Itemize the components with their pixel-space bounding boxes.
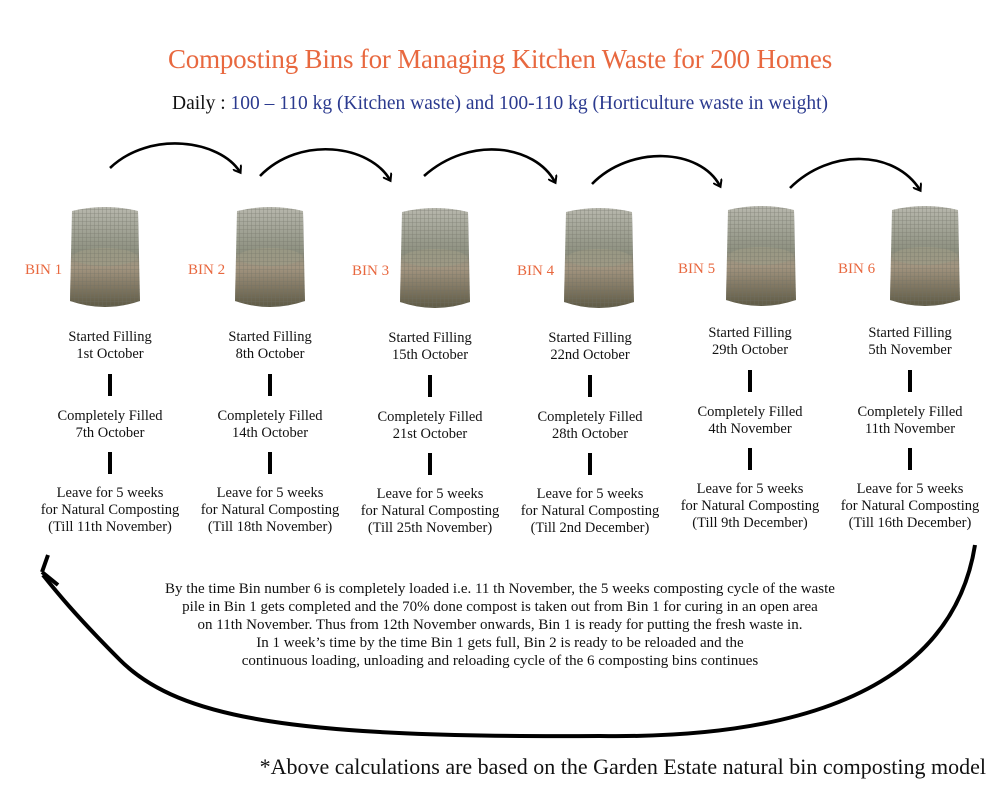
started-date: 5th November: [868, 342, 952, 358]
leave-to-compost: [185, 485, 355, 536]
started-label: Started Filling: [548, 330, 632, 346]
started-label: Started Filling: [868, 325, 952, 341]
timeline-connector: [108, 452, 112, 474]
started-filling: [25, 329, 195, 363]
filled-date: 21st October: [392, 426, 468, 442]
arrow-bin2-to-bin3: [260, 149, 390, 180]
leave-line: Leave for 5 weeks: [216, 485, 324, 501]
started-date: 15th October: [391, 347, 469, 363]
bin-label: BIN 2: [188, 262, 226, 278]
leave-line: for Natural Composting: [200, 502, 340, 518]
leave-to-compost: [505, 486, 675, 537]
timeline-connector: [108, 374, 112, 396]
filled-label: Completely Filled: [537, 409, 643, 425]
arrow-bin4-to-bin5: [592, 156, 720, 186]
timeline-connector: [588, 375, 592, 397]
timeline-connector: [268, 452, 272, 474]
completely-filled: [665, 404, 835, 438]
leave-to-compost: [825, 481, 995, 532]
leave-line: for Natural Composting: [680, 498, 820, 514]
filled-label: Completely Filled: [57, 408, 163, 424]
started-date: 22nd October: [550, 347, 630, 363]
filled-date: 4th November: [708, 421, 792, 437]
started-filling: [825, 325, 995, 359]
timeline-connector: [748, 448, 752, 470]
started-filling: [345, 330, 515, 364]
timeline-connector: [908, 448, 912, 470]
compost-bin-photo: [722, 204, 800, 310]
started-date: 8th October: [235, 346, 305, 362]
timeline-connector: [908, 370, 912, 392]
started-label: Started Filling: [68, 329, 152, 345]
started-filling: [505, 330, 675, 364]
leave-until-date: (Till 2nd December): [530, 520, 650, 536]
note-line: By the time Bin number 6 is completely loaded i.e. 11 th November, the 5 weeks composting cycle of the waste: [165, 581, 835, 597]
started-filling: [665, 325, 835, 359]
leave-line: Leave for 5 weeks: [696, 481, 804, 497]
timeline-connector: [588, 453, 592, 475]
filled-label: Completely Filled: [857, 404, 963, 420]
leave-line: Leave for 5 weeks: [56, 485, 164, 501]
daily-label: Daily :: [172, 93, 231, 114]
daily-value: 100 – 110 kg (Kitchen waste) and 100-110 kg (Horticulture waste in weight): [230, 93, 828, 114]
arrow-bin1-to-bin2: [110, 143, 240, 172]
compost-bin-photo: [560, 206, 638, 312]
arrow-bin5-to-bin6: [790, 159, 920, 190]
compost-bin-photo: [66, 205, 144, 311]
bin-label: BIN 4: [517, 263, 555, 279]
filled-label: Completely Filled: [217, 408, 323, 424]
leave-until-date: (Till 11th November): [48, 519, 172, 535]
leave-to-compost: [665, 481, 835, 532]
completely-filled: [25, 408, 195, 442]
started-label: Started Filling: [388, 330, 472, 346]
leave-until-date: (Till 18th November): [207, 519, 333, 535]
leave-line: Leave for 5 weeks: [536, 486, 644, 502]
started-date: 1st October: [76, 346, 144, 362]
filled-date: 7th October: [75, 425, 145, 441]
completely-filled: [185, 408, 355, 442]
leave-until-date: (Till 9th December): [692, 515, 808, 531]
timeline-connector: [268, 374, 272, 396]
started-label: Started Filling: [228, 329, 312, 345]
diagram-title: Composting Bins for Managing Kitchen Waste for 200 Homes: [167, 44, 833, 74]
timeline-connector: [428, 453, 432, 475]
filled-date: 28th October: [551, 426, 629, 442]
note-line: pile in Bin 1 gets completed and the 70% done compost is taken out from Bin 1 for curing in an open area: [182, 599, 818, 615]
leave-line: Leave for 5 weeks: [376, 486, 484, 502]
filled-date: 11th November: [864, 421, 956, 437]
leave-to-compost: [345, 486, 515, 537]
arrow-bin3-to-bin4: [424, 149, 555, 182]
completely-filled: [345, 409, 515, 443]
note-line: In 1 week’s time by the time Bin 1 gets full, Bin 2 is ready to be reloaded and the: [256, 635, 744, 651]
compost-bin-photo: [396, 206, 474, 312]
bin-label: BIN 6: [838, 261, 876, 277]
started-date: 29th October: [711, 342, 789, 358]
bin-label: BIN 1: [25, 262, 63, 278]
completely-filled: [825, 404, 995, 438]
compost-bin-photo: [886, 204, 964, 310]
leave-line: Leave for 5 weeks: [856, 481, 964, 497]
filled-date: 14th October: [231, 425, 309, 441]
started-label: Started Filling: [708, 325, 792, 341]
compost-bin-photo: [231, 205, 309, 311]
cycle-explanation: [80, 580, 920, 670]
leave-line: for Natural Composting: [40, 502, 180, 518]
leave-line: for Natural Composting: [520, 503, 660, 519]
started-filling: [185, 329, 355, 363]
note-line: on 11th November. Thus from 12th November onwards, Bin 1 is ready for putting the fresh waste in.: [197, 617, 803, 633]
leave-line: for Natural Composting: [840, 498, 980, 514]
filled-label: Completely Filled: [377, 409, 483, 425]
leave-line: for Natural Composting: [360, 503, 500, 519]
daily-quantity: [0, 93, 1000, 115]
bin-label: BIN 5: [678, 261, 716, 277]
leave-until-date: (Till 25th November): [367, 520, 493, 536]
filled-label: Completely Filled: [697, 404, 803, 420]
note-line: continuous loading, unloading and reloading cycle of the 6 composting bins continues: [241, 653, 759, 669]
leave-until-date: (Till 16th December): [848, 515, 972, 531]
timeline-connector: [748, 370, 752, 392]
completely-filled: [505, 409, 675, 443]
footnote: *Above calculations are based on the Garden Estate natural bin composting model: [259, 754, 986, 779]
bin-label: BIN 3: [352, 263, 390, 279]
leave-to-compost: [25, 485, 195, 536]
timeline-connector: [428, 375, 432, 397]
